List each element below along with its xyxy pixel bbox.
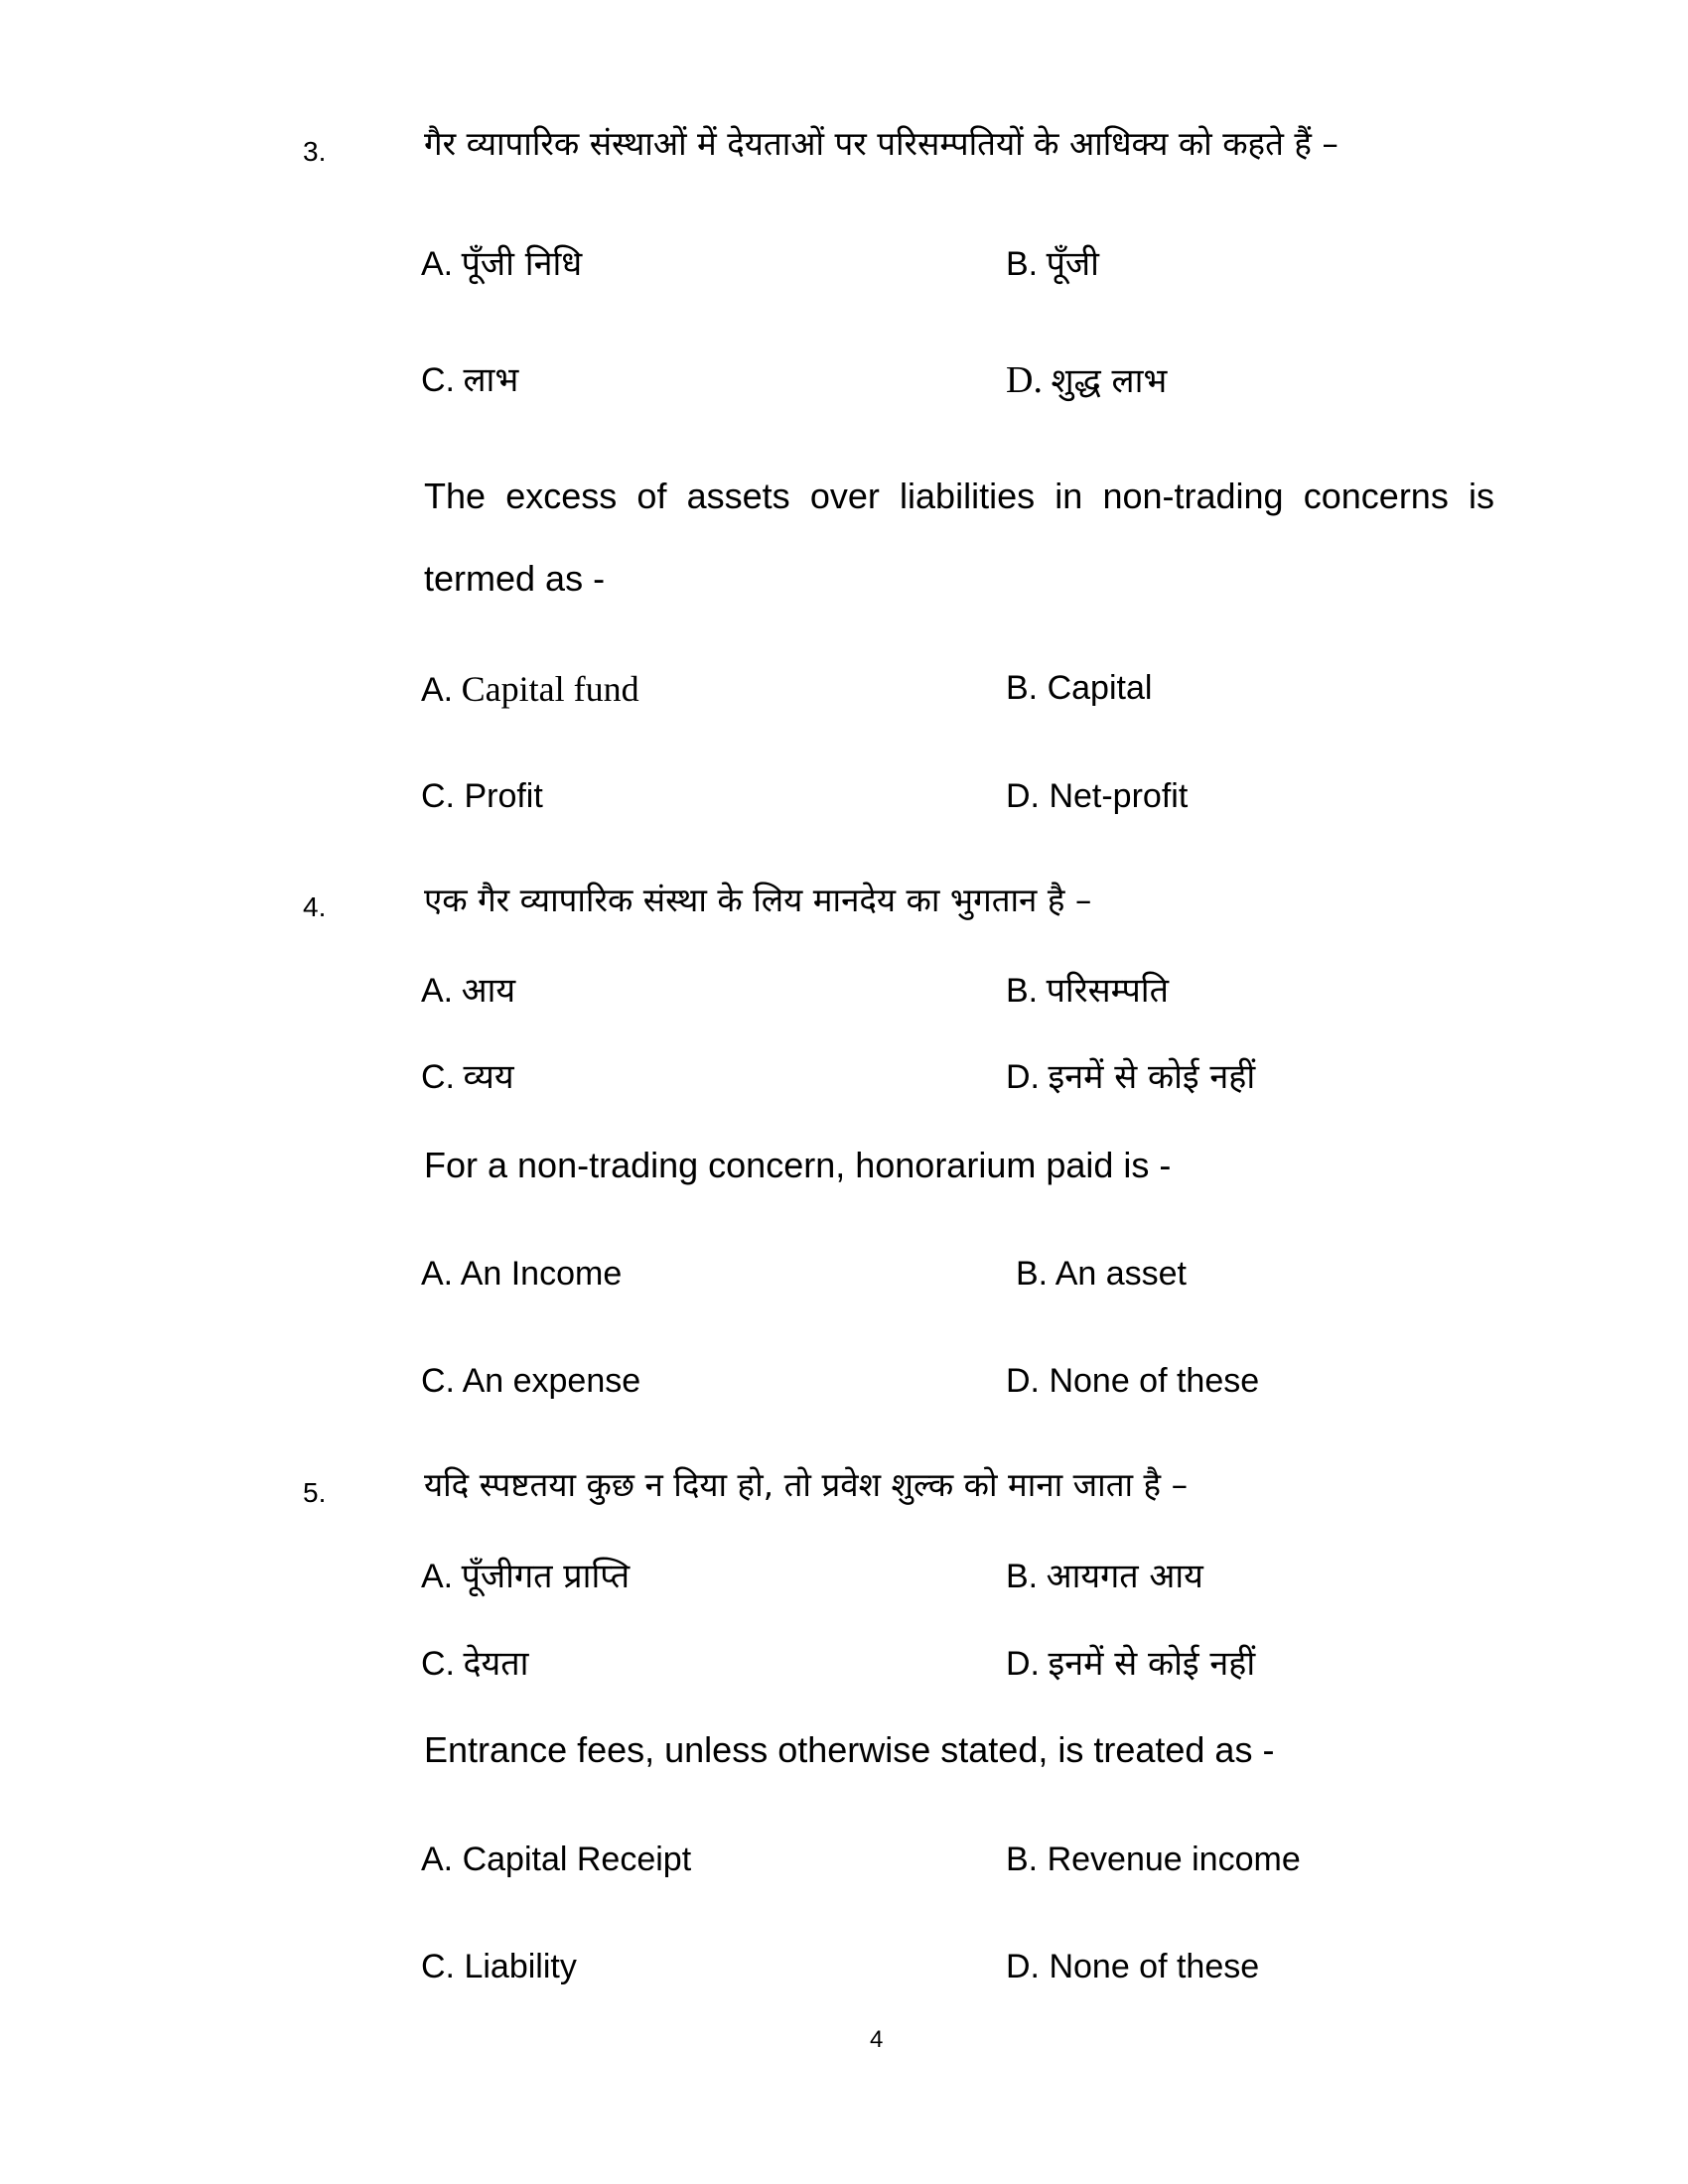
- option-letter: B.: [1006, 245, 1039, 283]
- option-text: Profit: [464, 777, 543, 815]
- option-text: None of these: [1049, 1948, 1260, 1985]
- option-text: पूँजीगत प्राप्ति: [461, 1557, 631, 1596]
- english-option-a: [421, 1257, 622, 1291]
- option-text: Capital fund: [461, 669, 639, 709]
- option-letter: A.: [421, 1558, 454, 1595]
- option-letter: B.: [1006, 1558, 1039, 1595]
- option-letter: A.: [421, 245, 454, 283]
- english-option-b: [1006, 1843, 1301, 1876]
- option-letter: B.: [1006, 972, 1039, 1010]
- english-option-c: [421, 1950, 577, 1983]
- option-letter: D.: [1006, 1948, 1040, 1985]
- option-text: Revenue income: [1047, 1841, 1301, 1878]
- question-number: 5.: [303, 1477, 327, 1508]
- option-letter: B.: [1016, 1255, 1049, 1293]
- option-letter: C.: [421, 1362, 455, 1400]
- option-letter: A.: [421, 972, 454, 1010]
- hindi-option-c: [421, 1644, 529, 1684]
- option-text: व्यय: [463, 1057, 514, 1097]
- hindi-option-a: [421, 244, 583, 284]
- hindi-question-text: एक गैर व्यापारिक संस्था के लिय मानदेय का भुगतान है –: [424, 881, 1092, 919]
- english-option-a: [421, 1843, 691, 1876]
- english-option-a: [421, 671, 639, 708]
- option-text: आय: [461, 971, 516, 1011]
- option-letter: B.: [1006, 669, 1039, 707]
- option-letter: A.: [421, 671, 454, 709]
- option-text: आयगत आय: [1046, 1557, 1203, 1596]
- hindi-option-c: [421, 360, 519, 400]
- option-letter: C.: [421, 361, 455, 399]
- option-text: पूँजी: [1046, 244, 1099, 284]
- english-option-b: [1016, 1257, 1187, 1291]
- option-text: Capital Receipt: [462, 1841, 692, 1878]
- option-text: None of these: [1049, 1362, 1260, 1400]
- option-letter: B.: [1006, 1841, 1039, 1878]
- hindi-option-b: [1006, 971, 1169, 1011]
- english-question-text: Entrance fees, unless otherwise stated, is treated as -: [424, 1729, 1275, 1770]
- hindi-option-a: [421, 971, 516, 1011]
- hindi-option-a: [421, 1557, 631, 1596]
- hindi-option-b: [1006, 1557, 1203, 1596]
- option-letter: C.: [421, 777, 455, 815]
- question-number: 4.: [303, 891, 327, 922]
- option-text: लाभ: [463, 360, 519, 400]
- english-option-c: [421, 779, 543, 813]
- english-option-d: [1006, 1364, 1259, 1398]
- option-letter: D.: [1006, 359, 1043, 401]
- hindi-option-c: [421, 1057, 514, 1097]
- english-question-line-1: The excess of assets over liabilities in non-trading concerns is: [424, 476, 1494, 516]
- hindi-option-d: [1006, 1644, 1256, 1684]
- option-text: An Income: [460, 1255, 623, 1293]
- option-letter: C.: [421, 1948, 455, 1985]
- option-letter: D.: [1006, 1645, 1040, 1683]
- hindi-option-d: [1006, 361, 1167, 399]
- option-letter: D.: [1006, 1362, 1040, 1400]
- hindi-option-d: [1006, 1057, 1256, 1097]
- option-letter: C.: [421, 1645, 455, 1683]
- question-number: 3.: [303, 136, 327, 167]
- option-text: An asset: [1055, 1255, 1188, 1293]
- option-text: Capital: [1047, 669, 1153, 707]
- option-text: पूँजी निधि: [461, 244, 583, 284]
- option-text: Net-profit: [1049, 777, 1189, 815]
- option-text: परिसम्पति: [1046, 971, 1169, 1011]
- option-text: Liability: [464, 1948, 577, 1985]
- english-question-text: For a non-trading concern, honorarium paid is -: [424, 1145, 1172, 1185]
- option-letter: D.: [1006, 1058, 1040, 1096]
- option-text: इनमें से कोई नहीं: [1048, 1644, 1256, 1684]
- hindi-option-b: [1006, 244, 1099, 284]
- option-text: इनमें से कोई नहीं: [1048, 1057, 1256, 1097]
- option-text: An expense: [462, 1362, 641, 1400]
- english-option-b: [1006, 671, 1152, 705]
- english-option-d: [1006, 1950, 1259, 1983]
- option-text: देयता: [463, 1644, 529, 1684]
- hindi-question-text: यदि स्पष्टतया कुछ न दिया हो, तो प्रवेश शुल्क को माना जाता है –: [424, 1465, 1189, 1504]
- option-letter: A.: [421, 1841, 454, 1878]
- english-option-d: [1006, 779, 1188, 813]
- option-text: शुद्ध लाभ: [1051, 361, 1168, 401]
- page-number: 4: [870, 2026, 884, 2053]
- option-letter: C.: [421, 1058, 455, 1096]
- option-letter: A.: [421, 1255, 454, 1293]
- english-question-line-2: termed as -: [424, 558, 606, 599]
- english-option-c: [421, 1364, 640, 1398]
- option-letter: D.: [1006, 777, 1040, 815]
- hindi-question-text: गैर व्यापारिक संस्थाओं में देयताओं पर परिसम्पतियों के आधिक्य को कहते हैं –: [424, 124, 1338, 163]
